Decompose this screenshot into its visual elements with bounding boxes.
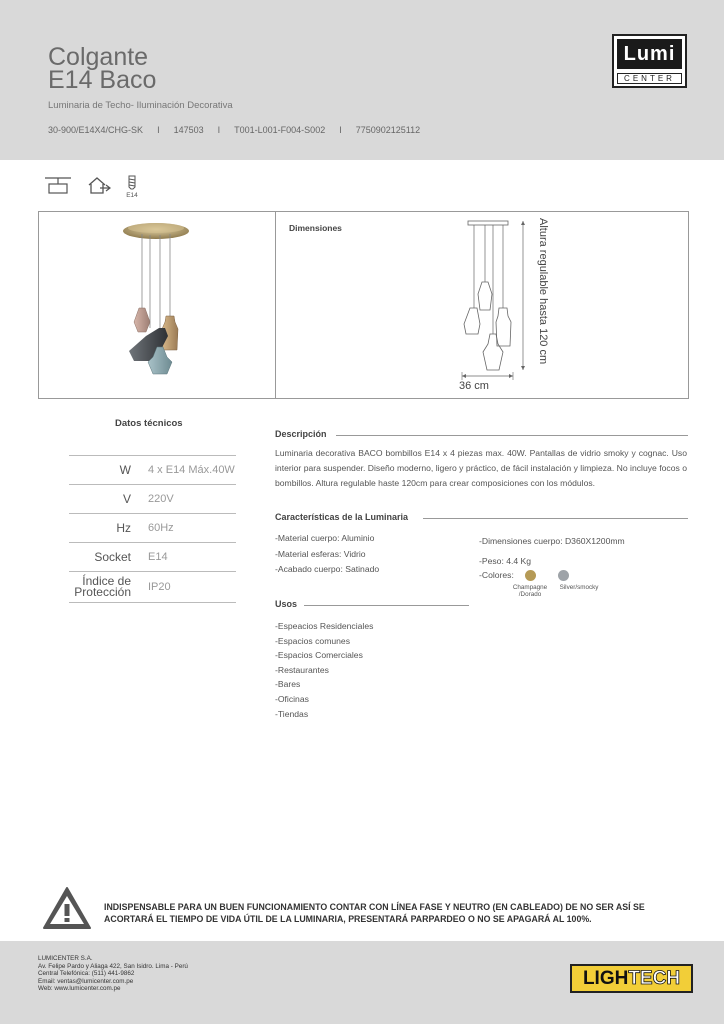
footer-band: [0, 941, 724, 1024]
company-email: Email: ventas@lumicenter.com.pe: [38, 977, 134, 985]
spec-key: [69, 576, 131, 598]
uso-item: -Restaurantes: [275, 664, 329, 675]
lightech-logo: [570, 964, 693, 993]
bulb-socket-icon: [126, 175, 138, 190]
product-subtitle: Luminaria de Techo- Iluminación Decorativa: [48, 100, 233, 111]
caracteristicas-right-dim: -Dimensiones cuerpo: D360X1200mm: [479, 536, 625, 546]
spec-key: W: [119, 462, 131, 477]
spec-value: 4 x E14 Máx.40W: [148, 464, 235, 476]
dimension-width: 36 cm: [459, 380, 489, 392]
warning-line: INDISPENSABLE PARA UN BUEN FUNCIONAMIENTO CONTAR CON LÍNEA FASE Y NEUTRO (EN CABLEADO) DE NO SER ASÍ SE: [104, 902, 645, 912]
dimension-height: [535, 218, 555, 388]
usos-list: [275, 619, 373, 721]
spec-value: 60Hz: [148, 522, 174, 534]
product-media-box: [38, 211, 689, 399]
uso-item: -Espeacios Residenciales: [275, 621, 374, 631]
usos-title: Usos: [275, 599, 298, 609]
spec-row-volts: [69, 484, 236, 513]
title-line-2: E14 Baco: [48, 66, 157, 94]
lumicenter-logo: [612, 34, 687, 88]
lightech-part-1: LIGH: [582, 968, 629, 989]
company-name: LUMICENTER S.A.: [38, 955, 93, 962]
product-codes: [48, 125, 420, 135]
warning-line: ACORTARÁ EL TIEMPO DE VIDA ÚTIL DE LA LUMINARIA, PRESENTARÁ PARPARDEO O NO SE APAGARÁ AL 100%.: [104, 914, 592, 924]
lightech-part-2: TECH: [628, 968, 681, 989]
logo-bottom-text: CENTER: [617, 73, 682, 84]
spec-value: E14: [148, 551, 168, 563]
caracteristica-item: -Acabado cuerpo: Satinado: [275, 564, 380, 574]
descripcion-title: Descripción: [275, 429, 327, 439]
descripcion-text: Luminaria decorativa BACO bombillos E14 x 4 piezas max. 40W. Pantallas de vidrio smoky y cognac. Uso interior para suspender. Diseño moderno, ligero y práctico, de fácil instalación y limpieza. No incluye focos o bombillos. Altura regulable haste 120cm para crear composiciones con los módulos.: [275, 448, 687, 488]
uso-item: -Oficinas: [275, 693, 309, 704]
socket-label: E14: [126, 192, 138, 199]
usos-rule: [304, 605, 469, 606]
dimensions-label: Dimensiones: [289, 223, 342, 233]
descripcion-rule: [336, 435, 688, 436]
header-band: [0, 0, 724, 160]
caracteristicas-right-colores: -Colores:: [479, 570, 514, 580]
spec-key: Hz: [116, 520, 131, 535]
spec-row-protection: [69, 571, 236, 603]
feature-icons: [44, 175, 138, 199]
company-address: Av. Felipe Pardo y Aliaga 422, San Isidro. Lima - Perú: [38, 962, 188, 970]
code-separator: I: [339, 125, 342, 135]
ceiling-mount-icon: [44, 175, 72, 195]
color-label-silver: Silver/smocky: [559, 584, 599, 591]
spec-row-watts: [69, 455, 236, 484]
spec-key: V: [122, 491, 131, 506]
uso-item: -Tiendas: [275, 708, 309, 719]
spec-row-hertz: [69, 513, 236, 542]
product-photo: [39, 212, 275, 398]
caracteristicas-rule: [423, 518, 688, 519]
code-separator: I: [217, 125, 221, 135]
contact-info: [38, 955, 188, 993]
color-label-line: Champagne: [512, 584, 548, 591]
title-line-1: Colgante: [48, 43, 149, 71]
warning-text: [104, 901, 694, 925]
code-separator: I: [157, 125, 160, 135]
spec-value: 220V: [148, 493, 174, 505]
spec-row-socket: [69, 542, 236, 571]
company-web: Web: www.lumicenter.com.pe: [38, 985, 121, 993]
color-swatch-silver: [558, 570, 569, 581]
company-phone: Central Telefónica: (511) 441-9862: [38, 970, 135, 978]
dimension-height-text: Altura regulable hasta 120 cm: [537, 218, 549, 365]
indoor-house-icon: [86, 175, 112, 195]
spec-value: IP20: [148, 581, 171, 593]
caracteristicas-left: [275, 531, 379, 578]
color-label-champagne: [505, 584, 555, 598]
specs-title: Datos técnicos: [115, 418, 183, 429]
caracteristica-item: -Material cuerpo: Aluminio: [275, 533, 375, 543]
caracteristicas-title: Características de la Luminaria: [275, 512, 409, 522]
uso-item: -Bares: [275, 679, 301, 690]
color-label-line: /Dorado: [518, 591, 542, 598]
specs-table: [69, 455, 236, 603]
code-ean: 7750902125112: [355, 125, 421, 135]
spec-key-line: Índice de: [82, 574, 131, 588]
color-swatch-champagne: [525, 570, 536, 581]
spec-key-line: Protección: [74, 585, 131, 599]
uso-item: -Espacios Comerciales: [275, 650, 363, 661]
code-model: 30-900/E14X4/CHG-SK: [48, 125, 144, 135]
caracteristica-item: -Material esferas: Vidrio: [275, 548, 366, 559]
logo-top-text: Lumi: [617, 39, 682, 69]
media-divider: [275, 212, 276, 398]
product-title: [48, 43, 157, 94]
warning-icon: [42, 886, 92, 930]
bulb-socket: [126, 175, 138, 199]
uso-item: -Espacios comunes: [275, 635, 350, 646]
caracteristicas-right-peso: -Peso: 4.4 Kg: [479, 556, 532, 566]
spec-key: Socket: [94, 549, 131, 564]
code-sku: 147503: [173, 125, 204, 135]
code-classification: T001-L001-F004-S002: [234, 125, 326, 135]
